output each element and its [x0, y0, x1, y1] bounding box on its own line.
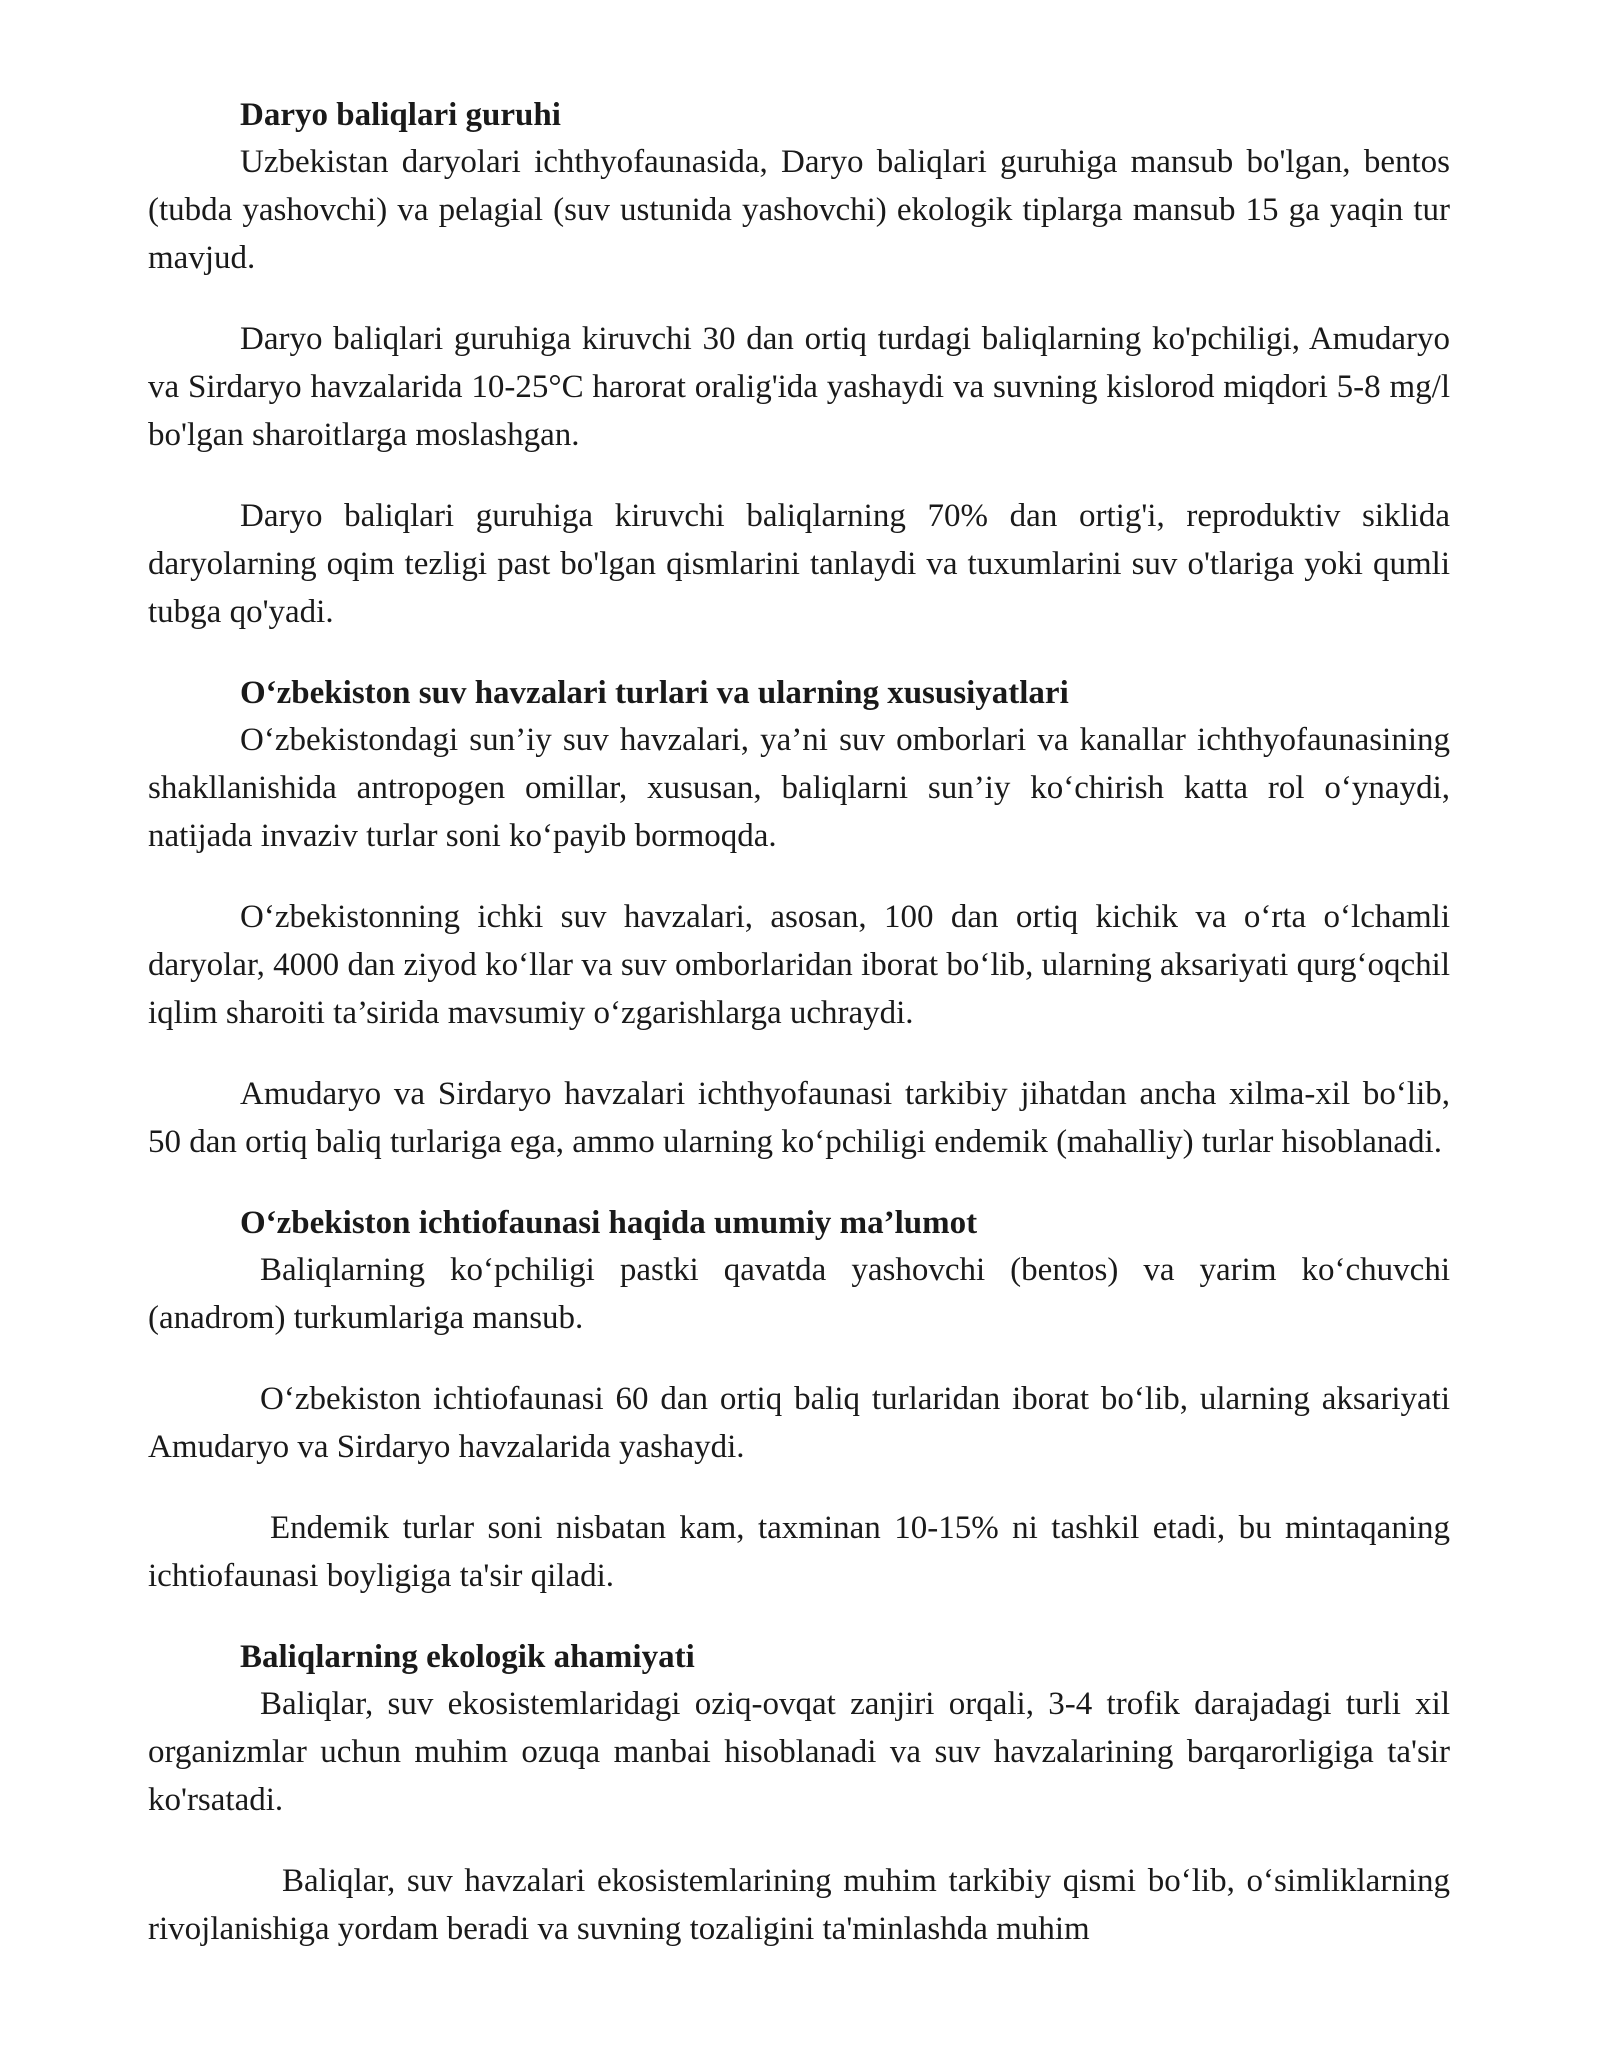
document-page: [148, 92, 1450, 1987]
paragraph: O‘zbekistonning ichki suv havzalari, asosan, 100 dan ortiq kichik va o‘rta o‘lchamli daryolar, 4000 dan ziyod ko‘llar va suv omborlaridan iborat bo‘lib, ularning aksariyati qurg‘oqchil iqlim sharoiti ta’sirida mavsumiy o‘zgarishlarga uchraydi.: [148, 899, 1450, 1031]
paragraph: O‘zbekiston ichtiofaunasi 60 dan ortiq baliq turlaridan iborat bo‘lib, ularning aksariyati Amudaryo va Sirdaryo havzalarida yashaydi.: [148, 1381, 1450, 1465]
section-suv-havzalari: [148, 670, 1450, 1166]
section-title: Daryo baliqlari guruhi: [240, 97, 561, 133]
paragraph: Daryo baliqlari guruhiga kiruvchi baliqlarning 70% dan ortig'i, reproduktiv siklida daryolarning oqim tezligi past bo'lgan qismlarini tanlaydi va tuxumlarini suv o'tlariga yoki qumli tubga qo'yadi.: [148, 498, 1450, 630]
paragraph: Endemik turlar soni nisbatan kam, taxminan 10-15% ni tashkil etadi, bu mintaqaning ichtiofaunasi boyligiga ta'sir qiladi.: [148, 1510, 1450, 1594]
paragraph: O‘zbekistondagi sun’iy suv havzalari, ya’ni suv omborlari va kanallar ichthyofaunasining shakllanishida antropogen omillar, xususan, baliqlarni sun’iy ko‘chirish katta rol o‘ynaydi, natijada invaziv turlar soni ko‘payib bormoqda.: [148, 722, 1450, 854]
paragraph: Baliqlarning ko‘pchiligi pastki qavatda yashovchi (bentos) va yarim ko‘chuvchi (anadrom) turkumlariga mansub.: [148, 1252, 1450, 1336]
section-title: Baliqlarning ekologik ahamiyati: [240, 1639, 695, 1675]
paragraph: Amudaryo va Sirdaryo havzalari ichthyofaunasi tarkibiy jihatdan ancha xilma-xil bo‘lib, 50 dan ortiq baliq turlariga ega, ammo ularning ko‘pchiligi endemik (mahalliy) turlar hisoblanadi.: [148, 1076, 1450, 1160]
paragraph: Baliqlar, suv ekosistemlaridagi oziq-ovqat zanjiri orqali, 3-4 trofik darajadagi turli xil organizmlar uchun muhim ozuqa manbai hisoblanadi va suv havzalarining barqarorligiga ta'sir ko'rsatadi.: [148, 1686, 1450, 1818]
paragraph: Uzbekistan daryolari ichthyofaunasida, Daryo baliqlari guruhiga mansub bo'lgan, bentos (tubda yashovchi) va pelagial (suv ustunida yashovchi) ekologik tiplarga mansub 15 ga yaqin tur mavjud.: [148, 144, 1450, 276]
section-title: O‘zbekiston suv havzalari turlari va ularning xususiyatlari: [240, 675, 1069, 711]
section-ichtiofauna: [148, 1200, 1450, 1600]
section-ekologik-ahamiyat: [148, 1634, 1450, 1953]
section-daryo-baliqlari: [148, 92, 1450, 636]
section-title: O‘zbekiston ichtiofaunasi haqida umumiy ma’lumot: [240, 1205, 978, 1241]
paragraph: Daryo baliqlari guruhiga kiruvchi 30 dan ortiq turdagi baliqlarning ko'pchiligi, Amudaryo va Sirdaryo havzalarida 10-25°C harorat oralig'ida yashaydi va suvning kislorod miqdori 5-8 mg/l bo'lgan sharoitlarga moslashgan.: [148, 321, 1450, 453]
paragraph: Baliqlar, suv havzalari ekosistemlarining muhim tarkibiy qismi bo‘lib, o‘simliklarning rivojlanishiga yordam beradi va suvning tozaligini ta'minlashda muhim: [148, 1863, 1450, 1947]
